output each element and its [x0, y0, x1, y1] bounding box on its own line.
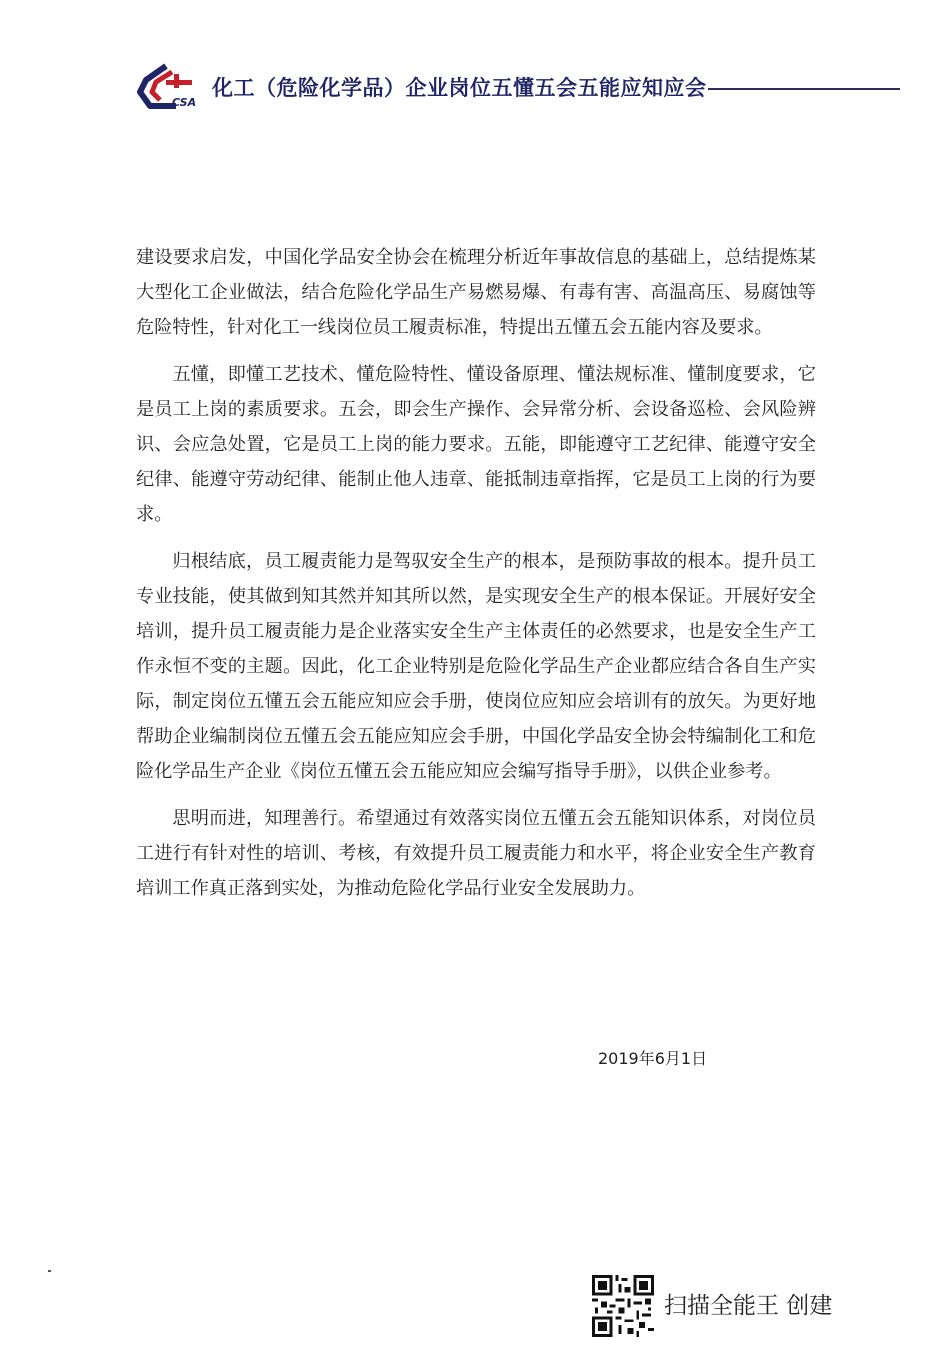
- document-date: 2019年6月1日: [598, 1049, 708, 1068]
- csa-logo: [136, 62, 202, 110]
- scanner-watermark-caption: 扫描全能王 创建: [664, 1293, 833, 1319]
- paragraph: 五懂，即懂工艺技术、懂危险特性、懂设备原理、懂法规标准、懂制度要求，它是员工上岗的素质要求。五会，即会生产操作、会异常分析、会设备巡检、会风险辨识、会应急处置，它是员工上岗的能力要求。五能，即能遵守工艺纪律、能遵守安全纪律、能遵守劳动纪律、能制止他人违章、能抵制违章指挥，它是员工上岗的行为要求。: [136, 364, 816, 525]
- qr-code-icon: [592, 1275, 654, 1337]
- page-header: [136, 62, 900, 112]
- header-title: 化工（危险化学品）企业岗位五懂五会五能应知应会: [212, 76, 707, 100]
- paragraph: 建设要求启发，中国化学品安全协会在梳理分析近年事故信息的基础上，总结提炼某大型化工企业做法，结合危险化学品生产易燃易爆、有毒有害、高温高压、易腐蚀等危险特性，针对化工一线岗位员工履责标准，特提出五懂五会五能内容及要求。: [136, 247, 816, 338]
- document-body: [136, 240, 816, 918]
- scan-speck: [48, 1270, 51, 1272]
- header-divider: [708, 88, 900, 90]
- paragraph: 归根结底，员工履责能力是驾驭安全生产的根本，是预防事故的根本。提升员工专业技能，使其做到知其然并知其所以然，是实现安全生产的根本保证。开展好安全培训，提升员工履责能力是企业落实安全生产主体责任的必然要求，也是安全生产工作永恒不变的主题。因此，化工企业特别是危险化学品生产企业都应结合各自生产实际，制定岗位五懂五会五能应知应会手册，使岗位应知应会培训有的放矢。为更好地帮助企业编制岗位五懂五会五能应知应会手册，中国化学品安全协会特编制化工和危险化学品生产企业《岗位五懂五会五能应知应会编写指导手册》，以供企业参考。: [136, 551, 816, 782]
- logo-text: CSA: [172, 96, 197, 109]
- paragraph: 思明而进，知理善行。希望通过有效落实岗位五懂五会五能知识体系，对岗位员工进行有针对性的培训、考核，有效提升员工履责能力和水平，将企业安全生产教育培训工作真正落到实处，为推动危险化学品行业安全发展助力。: [136, 808, 816, 899]
